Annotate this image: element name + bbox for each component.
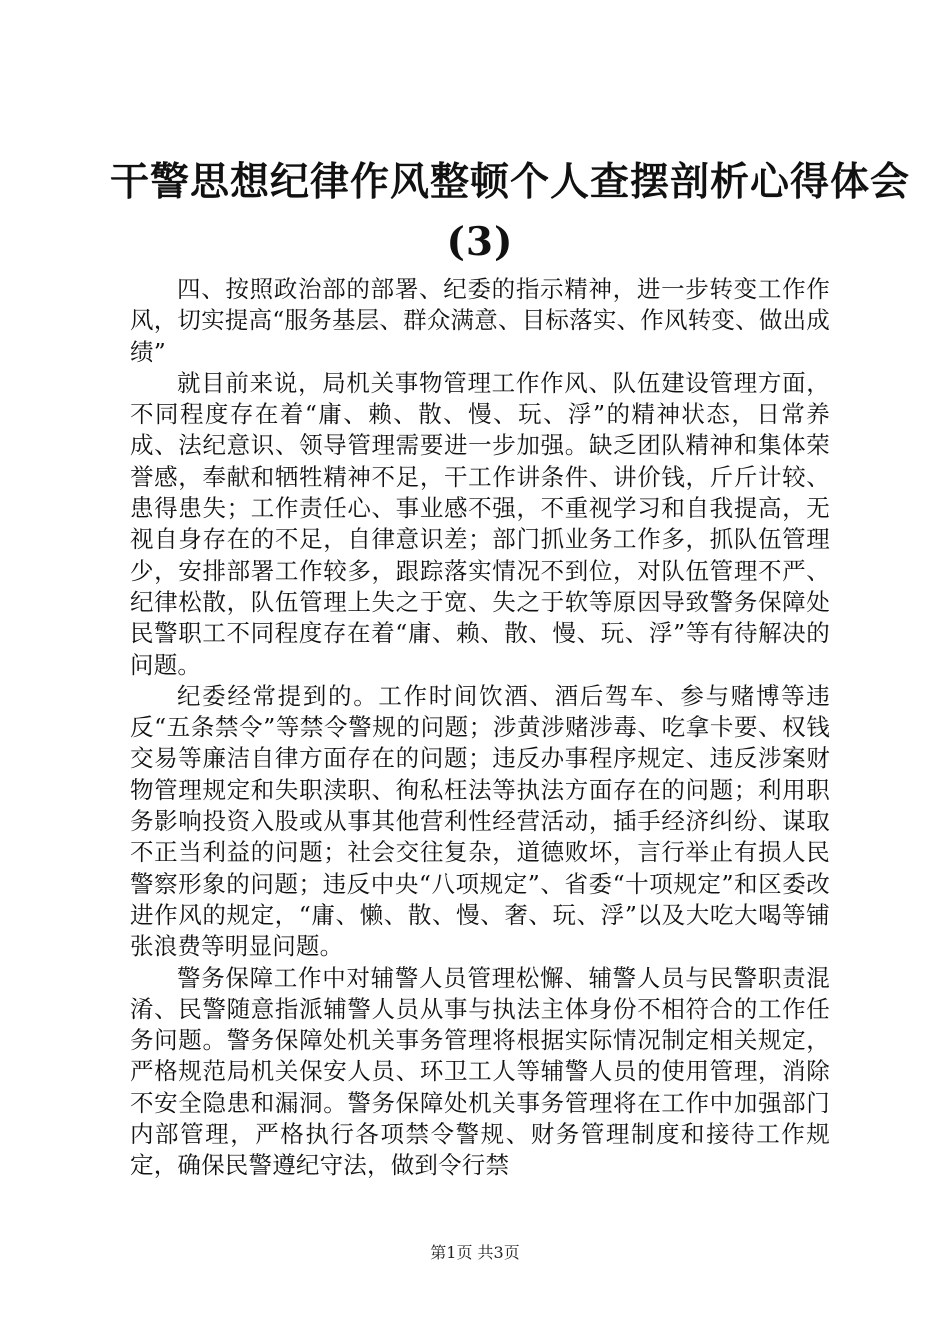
page-footer: 第1页 共3页	[430, 1243, 520, 1262]
paragraph: 警务保障工作中对辅警人员管理松懈、辅警人员与民警职责混淆、民警随意指派辅警人员从事与执法主体身份不相符合的工作任务问题。警务保障处机关事务管理将根据实际情况制定相关规定，严格规范局机关保安人员、环卫工人等辅警人员的使用管理，消除不安全隐患和漏洞。警务保障处机关事务管理将在工作中加强部门内部管理，严格执行各项禁令警规、财务管理制度和接待工作规定，确保民警遵纪守法，做到令行禁	[130, 963, 830, 1180]
document-body	[130, 274, 830, 1182]
document-title-suffix: (3)	[446, 219, 514, 265]
document-title: 干警思想纪律作风整顿个人查摆剖析心得体会	[110, 159, 911, 205]
paragraph: 四、按照政治部的部署、纪委的指示精神，进一步转变工作作风，切实提高“服务基层、群众满意、目标落实、作风转变、做出成绩”	[130, 275, 830, 366]
paragraph: 就目前来说，局机关事物管理工作作风、队伍建设管理方面，不同程度存在着“庸、赖、散、慢、玩、浮”的精神状态，日常养成、法纪意识、领导管理需要进一步加强。缺乏团队精神和集体荣誉感，奉献和牺牲精神不足，干工作讲条件、讲价钱，斤斤计较、患得患失；工作责任心、事业感不强，不重视学习和自我提高，无视自身存在的不足，自律意识差；部门抓业务工作多，抓队伍管理少，安排部署工作较多，跟踪落实情况不到位，对队伍管理不严、纪律松散，队伍管理上失之于宽、失之于软等原因导致警务保障处民警职工不同程度存在着“庸、赖、散、慢、玩、浮”等有待解决的问题。	[130, 368, 830, 679]
paragraph: 纪委经常提到的。工作时间饮酒、酒后驾车、参与赌博等违反“五条禁令”等禁令警规的问题；涉黄涉赌涉毒、吃拿卡要、权钱交易等廉洁自律方面存在的问题；违反办事程序规定、违反涉案财物管理规定和失职渎职、徇私枉法等执法方面存在的问题；利用职务影响投资入股或从事其他营利性经营活动，插手经济纠纷、谋取不正当利益的问题；社会交往复杂，道德败坏，言行举止有损人民警察形象的问题；违反中央“八项规定”、省委“十项规定”和区委改进作风的规定，“庸、懒、散、慢、奢、玩、浮”以及大吃大喝等铺张浪费等明显问题。	[130, 681, 830, 961]
